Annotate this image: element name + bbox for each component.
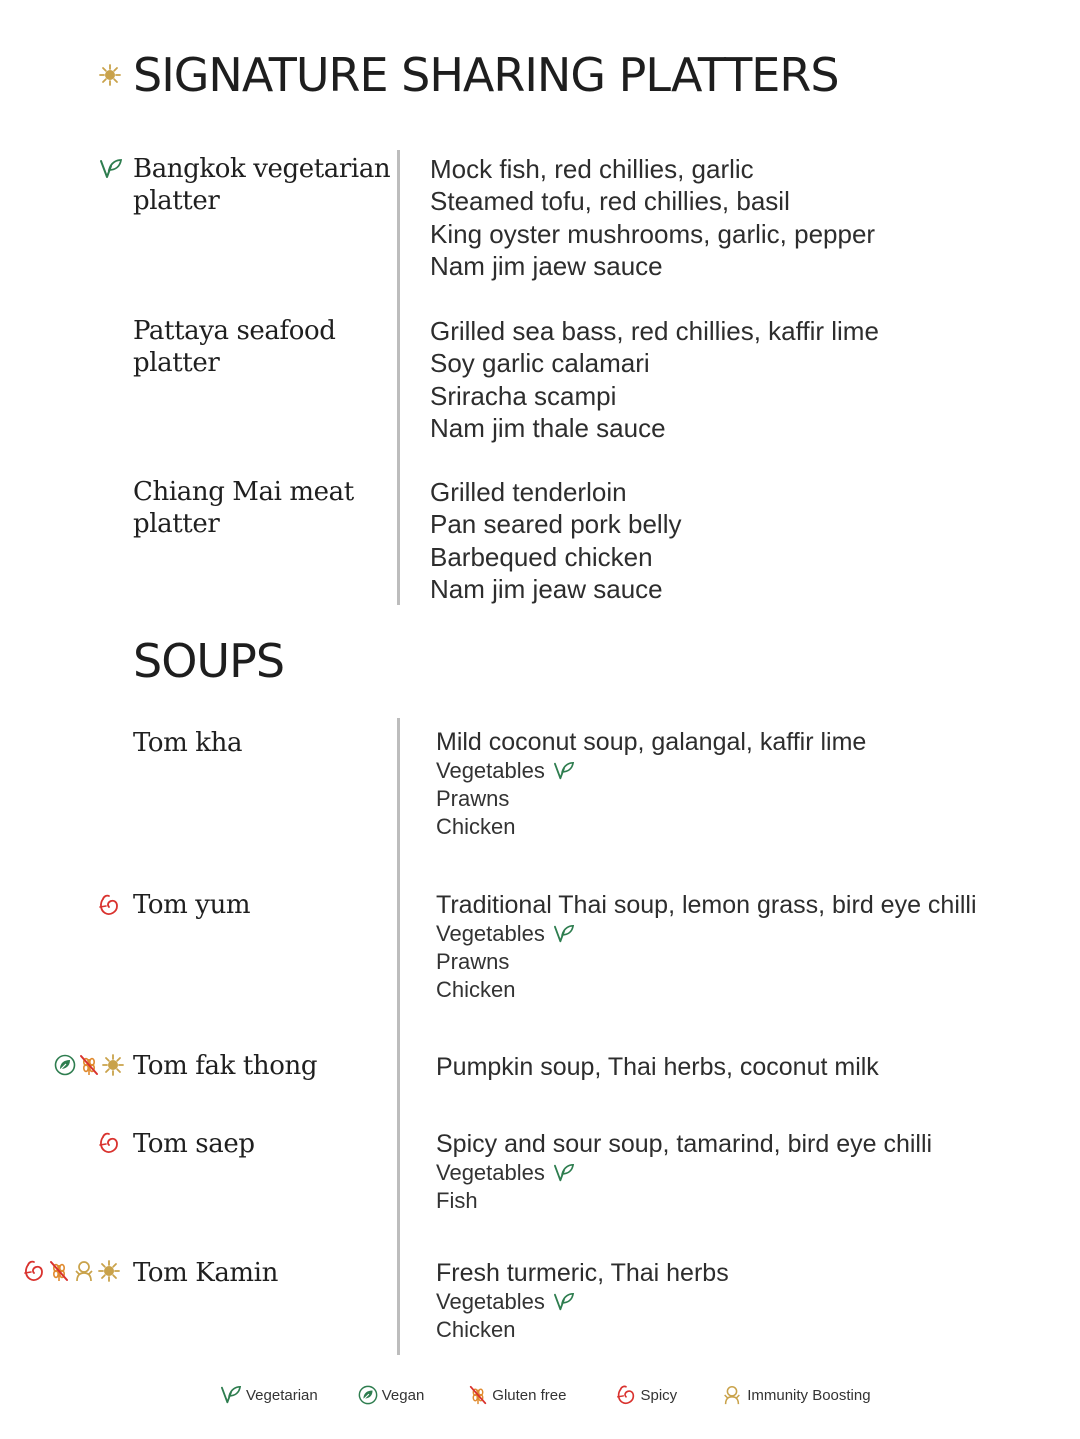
description-line: Nam jim jeaw sauce [430,573,663,604]
spicy-icon [97,1131,121,1155]
legend-label: Vegetarian [246,1386,318,1404]
platter-description [430,153,1050,282]
spicy-icon [97,893,121,917]
option-label: Vegetables [436,758,545,783]
platters-divider [397,150,400,605]
legend-label: Immunity Boosting [747,1386,871,1404]
description-line: Mock fish, red chillies, garlic [430,154,754,184]
description-line: Grilled sea bass, red chillies, kaffir lime [430,316,879,346]
soup-3-icons [54,1053,124,1077]
option-line [436,757,1056,785]
legend-label: Gluten free [492,1386,567,1404]
soups-divider [397,718,400,1355]
option-line: Chicken [436,814,516,839]
legend-label: Vegan [381,1386,425,1404]
platter-description [430,315,1050,444]
soup-description [436,1052,1056,1082]
soup-name: Tom Kamin [133,1258,278,1288]
soup-4-icons [97,1131,121,1155]
option-line: Prawns [436,786,510,811]
vegan-icon [54,1054,76,1076]
soup-description [436,727,1056,841]
option-line [436,920,1056,948]
option-label: Vegetables [436,1160,545,1185]
gluten-free-icon [78,1053,100,1077]
option-line: Prawns [436,949,510,974]
description-line: Fresh turmeric, Thai herbs [436,1259,729,1287]
platter-name: Bangkok vegetarian platter [133,154,391,216]
legend-vegan [358,1385,425,1405]
option-line [436,1159,1056,1187]
soup-description [436,1129,1056,1215]
description-line: Traditional Thai soup, lemon grass, bird eye chilli [436,891,977,919]
description-line: Grilled tenderloin [430,477,627,507]
signature-icon [102,1054,124,1076]
soup-description [436,890,1056,1004]
gluten-free-icon [48,1259,70,1283]
description-line: Pumpkin soup, Thai herbs, coconut milk [436,1053,879,1081]
soup-description [436,1258,1056,1344]
section-title-soups: SOUPS [133,634,285,688]
platter-name: Pattaya seafood platter [133,316,336,378]
soup-2-icons [97,893,121,917]
description-line: Nam jim jaew sauce [430,250,663,281]
immunity-boosting-icon [721,1384,743,1406]
legend-immunity [721,1384,870,1406]
option-line: Fish [436,1188,478,1213]
soup-name: Tom fak thong [133,1051,318,1081]
option-line: Chicken [436,1317,516,1342]
vegetarian-icon [99,158,123,180]
soup-name: Tom saep [133,1129,255,1159]
soup-name: Tom kha [133,728,243,758]
legend-gluten-free [468,1384,566,1406]
description-line: Steamed tofu, red chillies, basil [430,186,790,217]
signature-icon [98,1260,120,1282]
description-line: Soy garlic calamari [430,348,650,379]
vegetarian-icon [553,761,575,781]
spicy-icon [615,1384,637,1406]
vegetarian-icon [553,1292,575,1312]
option-line [436,1288,1056,1316]
description-line: Mild coconut soup, galangal, kaffir lime [436,728,867,756]
description-line: King oyster mushrooms, garlic, pepper [430,218,876,249]
platter-1-icons [99,158,123,180]
signature-icon [99,64,121,90]
description-line: Nam jim thale sauce [430,412,666,443]
spicy-icon [22,1259,46,1283]
vegetarian-icon [553,1163,575,1183]
platter-description [430,476,1050,605]
section-title-platters: SIGNATURE SHARING PLATTERS [133,48,839,102]
description-line: Pan seared pork belly [430,509,682,540]
legend-spicy [615,1384,678,1406]
vegan-icon [358,1385,378,1405]
description-line: Sriracha scampi [430,380,617,411]
option-label: Vegetables [436,1289,545,1314]
vegetarian-icon [553,924,575,944]
soup-5-icons [22,1259,120,1283]
option-line: Chicken [436,977,516,1002]
description-line: Barbequed chicken [430,541,653,572]
legend-vegetarian [220,1385,318,1405]
option-label: Vegetables [436,921,545,946]
description-line: Spicy and sour soup, tamarind, bird eye chilli [436,1130,933,1158]
legend-label: Spicy [640,1386,678,1404]
gluten-free-icon [468,1384,488,1406]
soup-name: Tom yum [133,890,251,920]
vegetarian-icon [220,1385,242,1405]
immunity-boosting-icon [72,1259,96,1283]
platter-name: Chiang Mai meat platter [133,477,354,539]
dietary-legend [220,1384,871,1406]
